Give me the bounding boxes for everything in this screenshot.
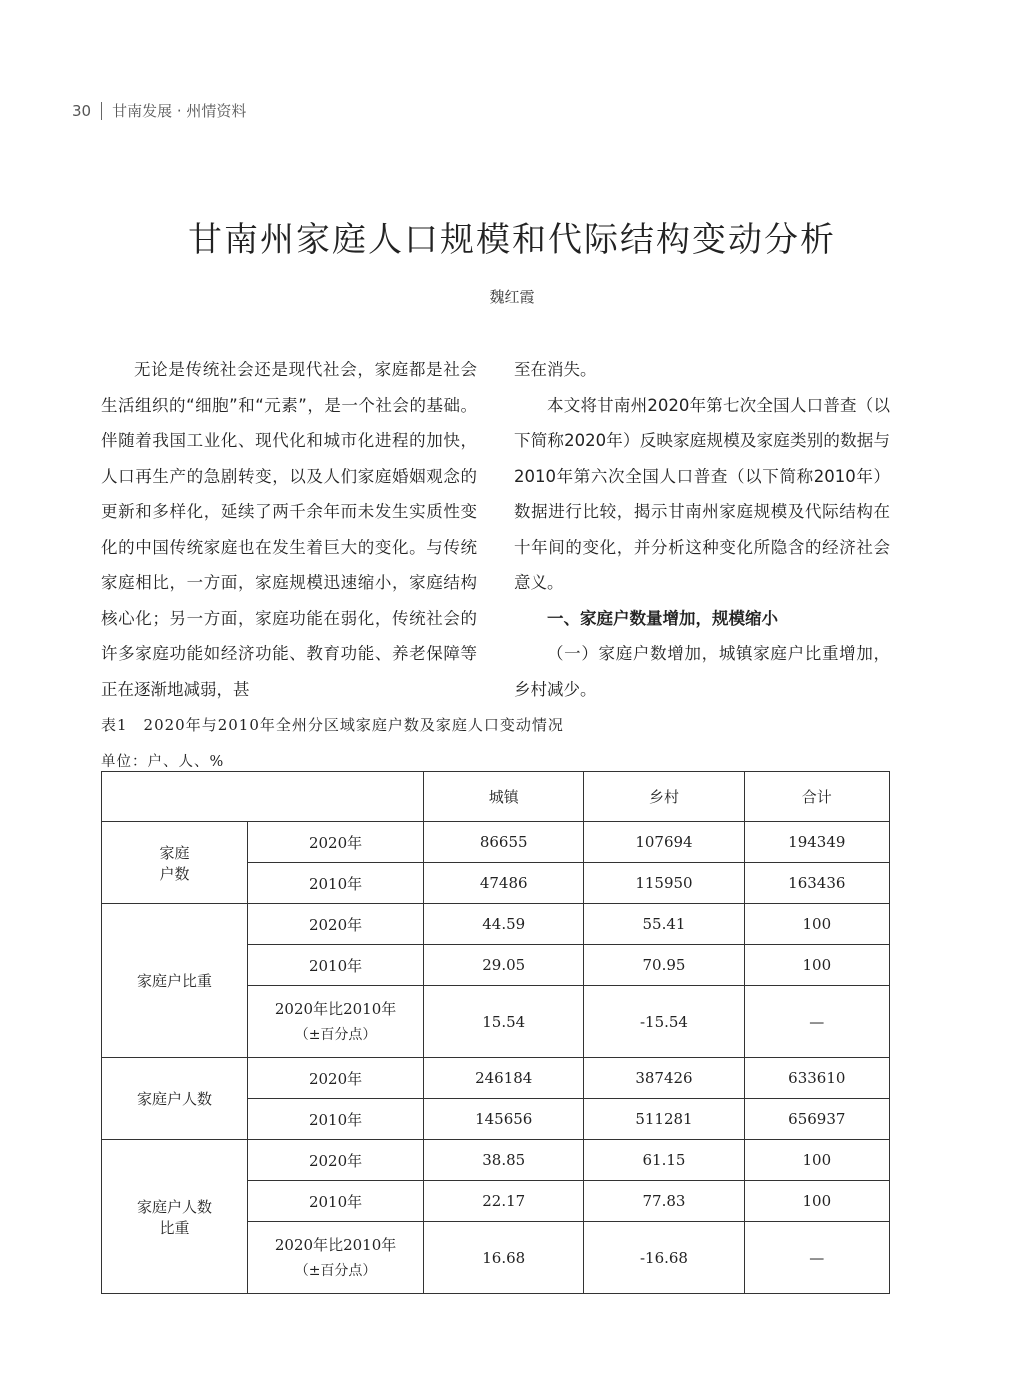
table-row: [102, 822, 890, 863]
table-row: [102, 1058, 890, 1099]
group-label-households: [102, 822, 248, 904]
page-header: [72, 100, 246, 121]
cell-urban: 44.59: [424, 904, 584, 945]
group-label-household-share: [102, 904, 248, 1058]
row-year: 2020年: [248, 1140, 424, 1181]
cell-rural: 387426: [584, 1058, 744, 1099]
row-year: 2010年: [248, 1099, 424, 1140]
cell-rural: -16.68: [584, 1222, 744, 1294]
article-title: 甘南州家庭人口规模和代际结构变动分析: [188, 220, 836, 260]
row-year: 2020年: [248, 1058, 424, 1099]
page-number: 30: [72, 101, 92, 120]
cell-total: 100: [744, 904, 889, 945]
section-name: 甘南发展 · 州情资料: [112, 102, 247, 120]
row-year: 2020年: [248, 822, 424, 863]
cell-urban: 47486: [424, 863, 584, 904]
cell-rural: 115950: [584, 863, 744, 904]
subsection-heading: （一）家庭户数增加，城镇家庭户比重增加，乡村减少。: [514, 644, 890, 699]
row-year-note: （±百分点）: [294, 1262, 377, 1279]
table-unit: 单位：户、人、%: [101, 754, 225, 770]
row-year: 2010年: [248, 863, 424, 904]
data-table: [101, 771, 890, 1294]
cell-total: 194349: [744, 822, 889, 863]
group-label-line: 家庭户比重: [137, 972, 213, 990]
row-year-label: 2020年比2010年: [274, 999, 397, 1018]
row-year-change: [248, 1222, 424, 1294]
group-label-line: 家庭户人数: [137, 1197, 213, 1216]
paragraph-continuation: 至在消失。: [514, 360, 597, 379]
header-empty-cell: [102, 772, 424, 822]
article-author: 魏红霞: [489, 288, 535, 306]
header-divider: [101, 102, 102, 120]
body-paragraph: 本文将甘南州2020年第七次全国人口普查（以下简称2020年）反映家庭规模及家庭类别的数据与2010年第六次全国人口普查（以下简称2010年）数据进行比较，揭示甘南州家庭规模及代际结构在十年间的变化，并分析这种变化所隐含的经济社会意义。: [514, 395, 890, 592]
cell-total: 633610: [744, 1058, 889, 1099]
group-label-population-share: [102, 1140, 248, 1294]
cell-total: —: [744, 986, 889, 1058]
table-caption: 表1 2020年与2010年全州分区域家庭户数及家庭人口变动情况: [101, 716, 564, 734]
column-header-urban: 城镇: [424, 772, 584, 822]
cell-total: —: [744, 1222, 889, 1294]
cell-urban: 15.54: [424, 986, 584, 1058]
group-label-household-population: [102, 1058, 248, 1140]
cell-total: 100: [744, 1181, 889, 1222]
table-row: [102, 904, 890, 945]
cell-rural: 61.15: [584, 1140, 744, 1181]
cell-rural: 107694: [584, 822, 744, 863]
section-heading: 一、家庭户数量增加，规模缩小: [547, 608, 778, 628]
cell-urban: 86655: [424, 822, 584, 863]
cell-rural: -15.54: [584, 986, 744, 1058]
row-year: 2010年: [248, 945, 424, 986]
group-label-line: 家庭: [159, 843, 190, 862]
cell-total: 656937: [744, 1099, 889, 1140]
row-year-note: （±百分点）: [294, 1026, 377, 1043]
group-label-line: 户数: [159, 864, 190, 883]
cell-rural: 511281: [584, 1099, 744, 1140]
row-year-change: [248, 986, 424, 1058]
cell-total: 100: [744, 1140, 889, 1181]
group-label-line: 家庭户人数: [137, 1090, 213, 1108]
row-year-label: 2020年比2010年: [274, 1235, 397, 1254]
left-column: [101, 352, 477, 707]
cell-rural: 77.83: [584, 1181, 744, 1222]
cell-urban: 29.05: [424, 945, 584, 986]
cell-urban: 246184: [424, 1058, 584, 1099]
cell-total: 100: [744, 945, 889, 986]
lead-paragraph: 无论是传统社会还是现代社会，家庭都是社会生活组织的“细胞”和“元素”，是一个社会的基础。伴随着我国工业化、现代化和城市化进程的加快，人口再生产的急剧转变，以及人们家庭婚姻观念的更新和多样化，延续了两千余年而未发生实质性变化的中国传统家庭也在发生着巨大的变化。与传统家庭相比，一方面，家庭规模迅速缩小，家庭结构核心化；另一方面，家庭功能在弱化，传统社会的许多家庭功能如经济功能、教育功能、养老保障等正在逐渐地减弱，甚: [101, 360, 477, 699]
row-year: 2020年: [248, 904, 424, 945]
table-row: [102, 1140, 890, 1181]
column-header-rural: 乡村: [584, 772, 744, 822]
group-label-line: 比重: [159, 1218, 190, 1237]
column-header-total: 合计: [744, 772, 889, 822]
cell-urban: 38.85: [424, 1140, 584, 1181]
right-column: [514, 352, 890, 707]
cell-rural: 70.95: [584, 945, 744, 986]
cell-urban: 22.17: [424, 1181, 584, 1222]
cell-total: 163436: [744, 863, 889, 904]
cell-urban: 16.68: [424, 1222, 584, 1294]
cell-rural: 55.41: [584, 904, 744, 945]
table-header-row: [102, 772, 890, 822]
cell-urban: 145656: [424, 1099, 584, 1140]
row-year: 2010年: [248, 1181, 424, 1222]
